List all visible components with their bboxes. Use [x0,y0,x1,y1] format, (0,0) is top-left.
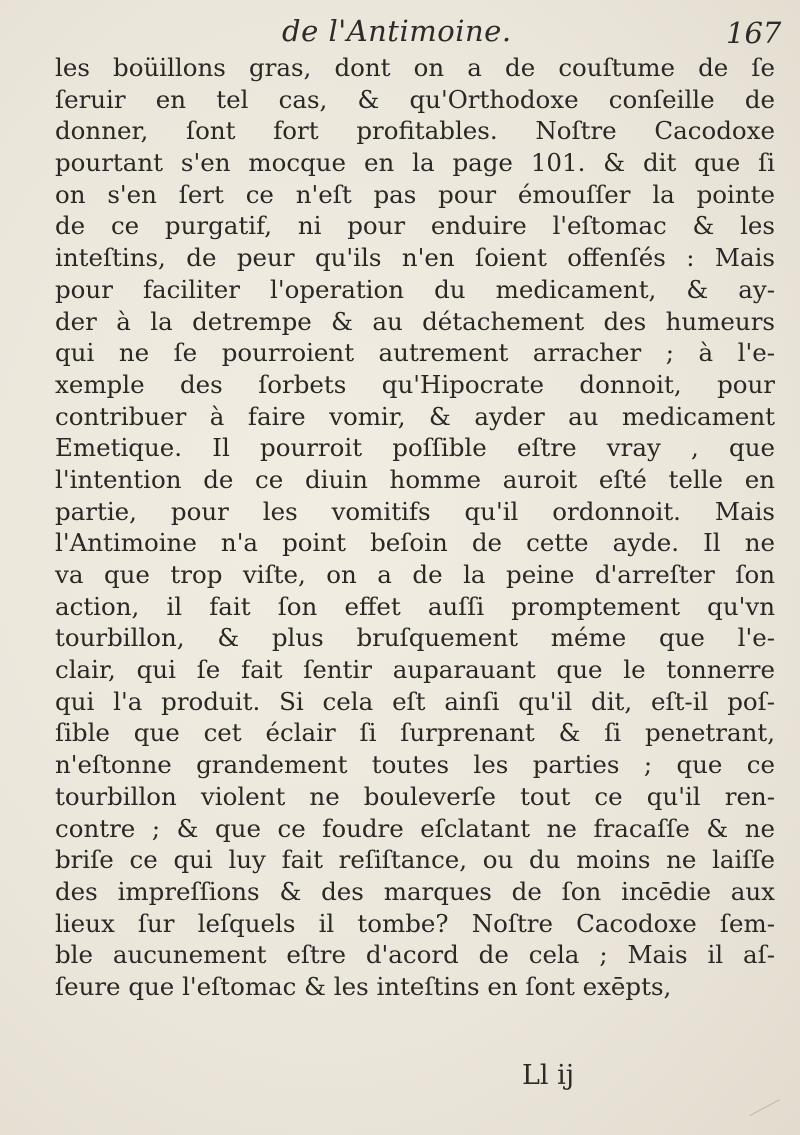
text-line: contribuer à faire vomir, & ayder au medicament [55,401,775,431]
text-line: qui l'a produit. Si cela eſt ainſi qu'il dit, eſt-il poſ- [55,686,775,716]
text-line: ſible que cet éclair ſi ſurprenant & ſi penetrant, [55,718,775,748]
text-line: ſeruir en tel cas, & qu'Orthodoxe conſeille de [55,84,775,114]
text-line: Emetique. Il pourroit poſſible eſtre vray , que [55,433,775,463]
text-line: xemple des ſorbets qu'Hipocrate donnoit, pour [55,369,775,399]
text-line: tourbillon, & plus bruſquement méme que l'e- [55,623,775,653]
text-line: qui ne ſe pourroient autrement arracher ; à l'e- [55,338,775,368]
text-line: on s'en ſert ce n'eſt pas pour émouſſer la pointe [55,179,775,209]
text-line: l'Antimoine n'a point beſoin de cette ayde. Il ne [55,528,775,558]
text-line: pourtant s'en mocque en la page 101. & dit que ſi [55,148,775,178]
page-header [0,12,800,56]
body-text [55,52,775,1003]
text-line: tourbillon violent ne bouleverſe tout ce qu'il ren- [55,781,775,811]
signature-mark: Ll ij [522,1060,575,1091]
text-line: clair, qui ſe fait ſentir auparauant que le tonnerre [55,655,775,685]
text-line: n'eſtonne grandement toutes les parties ; que ce [55,750,775,780]
text-line: action, il fait ſon effet auſſi promptement qu'vn [55,591,775,621]
text-line: inteſtins, de peur qu'ils n'en ſoient offenſés : Mais [55,243,775,273]
text-line: ſeure que l'eſtomac & les inteſtins en ſont exēpts, [55,971,672,1001]
text-line: donner, ſont fort profitables. Noſtre Cacodoxe [55,116,775,146]
text-line: de ce purgatif, ni pour enduire l'eſtomac & les [55,211,775,241]
running-head: de l'Antimoine. [282,14,512,48]
text-line: ble aucunement eſtre d'acord de cela ; Mais il aſ- [55,940,775,970]
text-line: briſe ce qui luy fait reſiſtance, ou du moins ne laiſſe [55,845,775,875]
text-line: va que trop viſte, on a de la peine d'arreſter ſon [55,560,775,589]
text-line: der à la detrempe & au détachement des humeurs [55,306,775,336]
paper-edge-mark [742,1085,780,1116]
text-line: contre ; & que ce foudre eſclatant ne fracaſſe & ne [55,813,775,843]
text-line: partie, pour les vomitifs qu'il ordonnoit. Mais [55,496,775,526]
text-line: les boüillons gras, dont on a de couſtume de ſe [55,53,775,82]
text-line: l'intention de ce diuin homme auroit eſté telle en [55,464,775,494]
page-number: 167 [726,16,782,50]
text-line: des impreſſions & des marques de ſon incēdie aux [55,876,775,906]
text-line: pour faciliter l'operation du medicament, & ay- [55,274,775,304]
text-line: lieux ſur leſquels il tombe? Noſtre Cacodoxe ſem- [55,908,775,938]
